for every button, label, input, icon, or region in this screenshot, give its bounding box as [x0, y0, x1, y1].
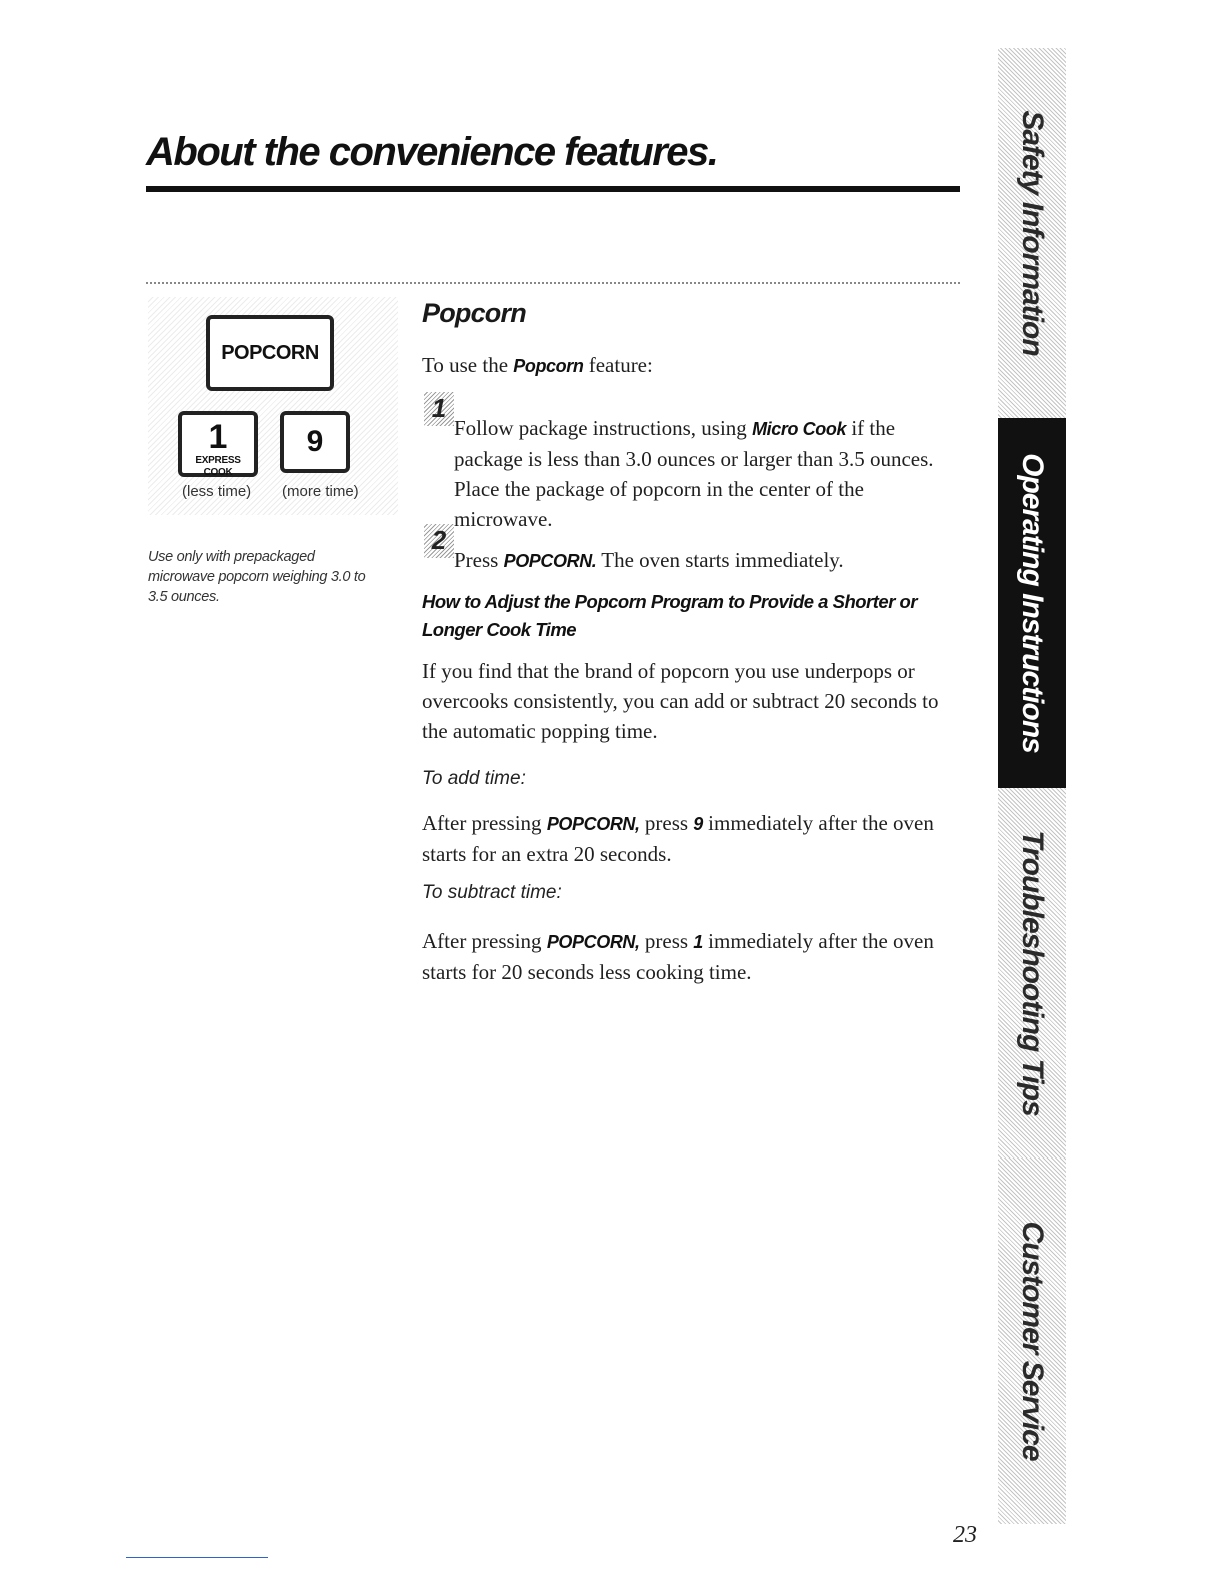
- popcorn-key: POPCORN: [206, 315, 334, 391]
- adjust-paragraph: If you find that the brand of popcorn you use underpops or overcooks consistently, you can add or subtract 20 seconds to the automatic popping time.: [422, 659, 939, 743]
- tab-customer-service[interactable]: [998, 1158, 1066, 1524]
- section-tabs: [998, 48, 1068, 1524]
- tab-label: Safety Information: [1016, 110, 1049, 356]
- control-panel-illustration: [148, 297, 398, 515]
- tab-troubleshooting-tips[interactable]: [998, 788, 1066, 1158]
- key-1-number: 1: [208, 418, 228, 456]
- add-time-label: To add time:: [422, 768, 526, 789]
- intro-paragraph: To use the Popcorn feature:: [422, 353, 653, 377]
- subtract-time-label: To subtract time:: [422, 882, 562, 903]
- express-cook-1-key: [178, 411, 258, 477]
- step-2-number: 2: [424, 524, 454, 558]
- step-1-text: Follow package instructions, using Micro Cook if the package is less than 3.0 ounces or larger than 3.5 ounces. Place the package of popcorn in the center of the microwave.: [454, 416, 934, 531]
- section-heading: Popcorn: [422, 298, 526, 328]
- title-rule: [146, 186, 960, 192]
- footer-link-line[interactable]: [126, 1557, 268, 1558]
- micro-cook-term: Micro Cook: [752, 419, 847, 439]
- key-1-sublabel: EXPRESS COOK: [195, 455, 241, 478]
- tab-label: Troubleshooting Tips: [1016, 830, 1049, 1116]
- tab-label: Operating Instructions: [1016, 453, 1049, 753]
- less-time-label: (less time): [182, 483, 252, 500]
- popcorn-term: Popcorn: [513, 356, 584, 376]
- subtract-time-paragraph: After pressing POPCORN, press 1 immediately after the oven starts for 20 seconds less cooking time.: [422, 929, 934, 984]
- tab-operating-instructions[interactable]: [998, 418, 1066, 788]
- step-1-number: 1: [424, 392, 454, 426]
- page-title: About the convenience features.: [146, 130, 718, 174]
- section-divider: [146, 282, 960, 284]
- illustration-caption: Use only with prepackaged microwave popcorn weighing 3.0 to 3.5 ounces.: [148, 548, 366, 605]
- tab-safety-information[interactable]: [998, 48, 1066, 418]
- add-time-paragraph: After pressing POPCORN, press 9 immediately after the oven starts for an extra 20 seconds.: [422, 811, 934, 866]
- adjust-heading: How to Adjust the Popcorn Program to Provide a Shorter or Longer Cook Time: [422, 591, 918, 640]
- step-2-text: Press POPCORN. The oven starts immediately.: [454, 548, 844, 572]
- page-number: 23: [953, 1522, 977, 1548]
- popcorn-button-term: POPCORN.: [503, 551, 597, 571]
- tab-label: Customer Service: [1016, 1221, 1049, 1461]
- key-9: 9: [280, 411, 350, 473]
- more-time-label: (more time): [282, 483, 359, 500]
